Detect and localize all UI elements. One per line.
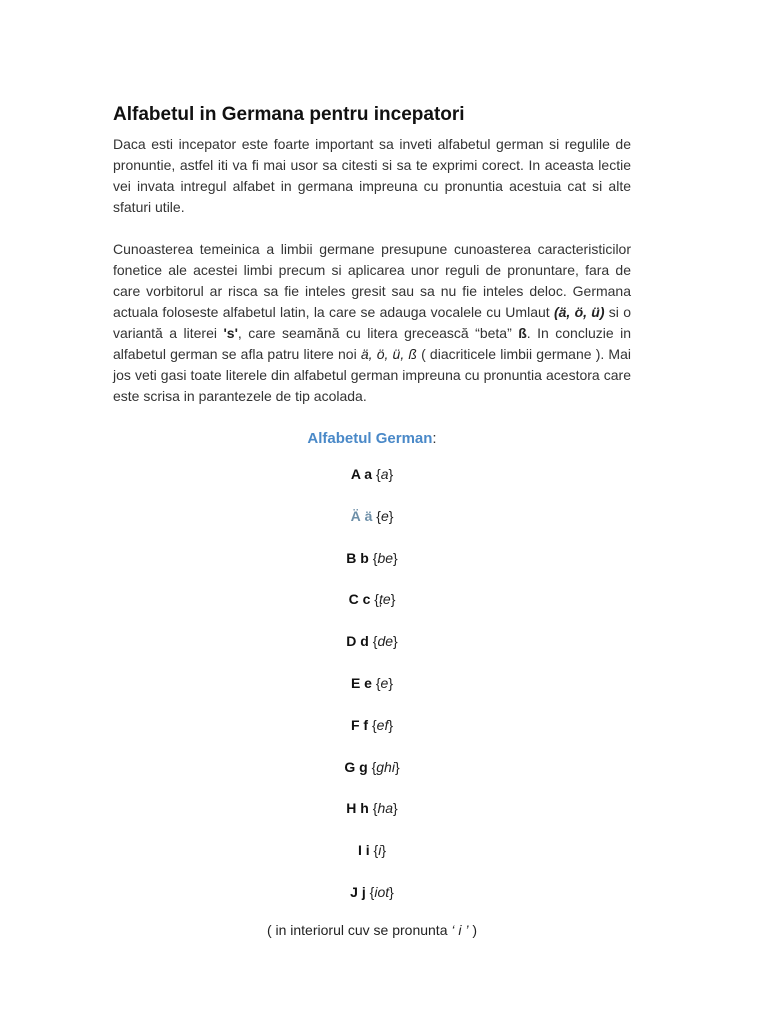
pronunciation: ghi xyxy=(376,758,395,775)
pronunciation-note xyxy=(113,920,631,940)
document-page xyxy=(113,102,631,940)
phonetics-text-5: ( diacriticele limbii germane ). Mai jos veti gasi toate literele din alfabetul german impreuna cu pronuntia acestora care este scrisa in parantezele de tip acolada. xyxy=(113,346,631,404)
intro-paragraph: Daca esti incepator este foarte important sa inveti alfabetul german si regulile de pronuntie, astfel iti va fi mai usor sa citesti si sa te exprimi corect. In aceasta lectie vei invata intregul alfabet in germana impreuna cu pronuntia acestuia cat si alte sfaturi utile. xyxy=(113,136,631,215)
phonetics-paragraph xyxy=(113,239,631,407)
alphabet-item: F f {ef} xyxy=(350,716,394,733)
phonetics-text-4: . In concluzie in alfabetul german se afla patru litere noi xyxy=(113,325,631,362)
alphabet-item: Ä ä {e} xyxy=(350,507,394,524)
umlaut-vowels: (ä, ö, ü) xyxy=(553,304,605,320)
letter-pair: G g xyxy=(344,758,368,775)
letter-pair: Ä ä xyxy=(350,507,373,524)
phonetics-text-1: Cunoasterea temeinica a limbii germane presupune cunoasterea caracteristicilor fonetice ale acestei limbi precum si aplicarea unor reguli de pronuntare, fara de care vorbitorul ar risca sa fie inteles gresit sau sa nu fie inteles deloc. Germana actuala foloseste alfabetul latin, la care se adauga vocalele cu Umlaut xyxy=(113,241,631,320)
alphabet-item: G g {ghi} xyxy=(344,758,400,775)
pronunciation: e xyxy=(380,507,389,524)
alphabet-item: J j {iot} xyxy=(350,883,394,900)
pronunciation: e xyxy=(380,674,389,691)
alphabet-item: H h {ha} xyxy=(346,800,398,817)
phonetics-text-3: , care seamănă cu litera grecească “beta” xyxy=(237,325,519,341)
note-quoted: ‘ i ’ xyxy=(451,921,469,938)
letter-pair: B b xyxy=(346,549,369,566)
note-text-after: ) xyxy=(468,921,478,938)
alphabet-item: C c {țe} xyxy=(348,591,396,608)
pronunciation: țe xyxy=(379,591,391,608)
pronunciation: i xyxy=(378,842,382,859)
alphabet-item: B b {be} xyxy=(346,549,398,566)
phonetics-text-2: si o variantă a literei xyxy=(113,304,631,341)
page-title: Alfabetul in Germana pentru incepatori xyxy=(113,104,465,125)
pronunciation: be xyxy=(377,549,394,566)
letter-pair: H h xyxy=(346,800,369,817)
alphabet-item: A a {a} xyxy=(350,466,394,482)
letter-pair: I i xyxy=(357,842,370,859)
letter-pair: E e xyxy=(350,674,372,691)
s-letter: 's' xyxy=(223,325,238,341)
section-heading-colon: : xyxy=(432,430,437,447)
pronunciation: de xyxy=(377,633,394,650)
pronunciation: a xyxy=(380,466,389,482)
alphabet-item: E e {e} xyxy=(350,674,394,691)
eszett-letter: ß xyxy=(518,325,527,341)
new-letters: ä, ö, ü, ß xyxy=(360,346,417,362)
alphabet-list xyxy=(113,464,631,924)
section-heading-label: Alfabetul German xyxy=(307,430,433,447)
alphabet-item: I i {i} xyxy=(357,842,387,859)
section-heading xyxy=(113,428,631,450)
pronunciation: ef xyxy=(376,716,389,733)
note-text-before: ( in interiorul cuv se pronunta xyxy=(266,921,452,938)
letter-pair: A a xyxy=(350,466,373,482)
pronunciation: iot xyxy=(374,883,390,900)
letter-pair: D d xyxy=(346,633,369,650)
pronunciation: ha xyxy=(377,800,394,817)
alphabet-item: D d {de} xyxy=(346,633,398,650)
letter-pair: J j xyxy=(350,883,366,900)
letter-pair: F f xyxy=(350,716,369,733)
letter-pair: C c xyxy=(348,591,371,608)
